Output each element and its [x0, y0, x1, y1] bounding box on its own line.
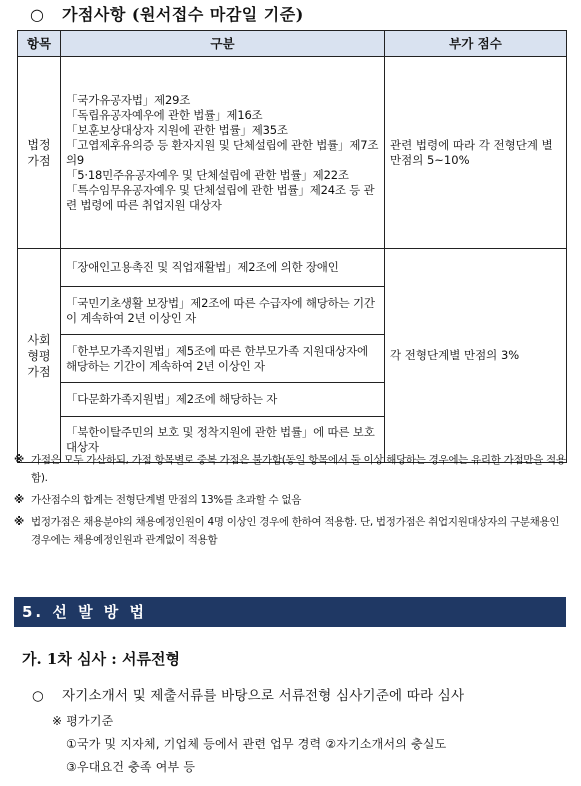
bonus-points-table: [17, 30, 567, 463]
bullet-line-text: 자기소개서 및 제출서류를 바탕으로 서류전형 심사기준에 따라 심사: [62, 688, 465, 704]
category-label: 가점: [27, 364, 51, 379]
law-item: 「보훈보상대상자 지원에 관한 법률」제35조: [66, 122, 288, 137]
criteria-line: ③우대요건 충족 여부 등: [66, 760, 196, 774]
note-text: 법정가점은 채용분야의 채용예정인원이 4명 이상인 경우에 한하여 적용함. 단, 법정가점은 취업지원대상자의 구분채용인 경우에는 채용예정인원과 관계없이 적용함: [31, 516, 560, 546]
law-item: 「독립유공자예우에 관한 법률」제16조: [66, 107, 263, 122]
legal-category-cell: [18, 57, 61, 249]
bullet-circle: ○: [30, 5, 45, 24]
subheading: 가. 1차 심사 : 서류전형: [22, 650, 181, 668]
note-mark: ※: [14, 454, 24, 466]
header-classification: 구분: [61, 31, 385, 57]
note-text: 가점은 모두 가산하되, 가점 항목별로 중복 가점은 불가함(동일 항목에서 둘 이상 해당하는 경우에는 유리한 가점만을 적용함).: [31, 454, 566, 484]
legal-score-cell: 관련 법령에 따라 각 전형단계 별 만점의 5~10%: [385, 57, 567, 249]
law-item: 「고엽제후유의증 등 환자지원 및 단체설립에 관한 법률」제7조의9: [66, 137, 379, 167]
criteria-line: ①국가 및 지자체, 기업체 등에서 관련 업무 경력 ②자기소개서의 충실도: [66, 737, 447, 751]
bullet-line: [32, 684, 464, 704]
note-mark: ※: [14, 494, 24, 506]
section-title-text: 가점사항 (원서접수 마감일 기준): [62, 5, 304, 24]
notes: [14, 451, 570, 553]
social-item: 「한부모가족지원법」제5조에 따른 한부모가족 지원대상자에 해당하는 기간이 계속하여 2년 이상인 자: [61, 335, 385, 383]
social-score-cell: 각 전형단계별 만점의 3%: [385, 249, 567, 463]
table-row-legal: [18, 57, 567, 249]
law-item: 「5·18민주유공자예우 및 단체설립에 관한 법률」제22조: [66, 167, 349, 182]
table-header-row: [18, 31, 567, 57]
note-item: [14, 513, 570, 549]
header-bonus-score: 부가 점수: [385, 31, 567, 57]
social-item: 「북한이탈주민의 보호 및 정착지원에 관한 법률」에 따른 보호대상자: [61, 417, 385, 463]
category-label: 형평: [27, 348, 51, 363]
note-text: 가산점수의 합계는 전형단계별 만점의 13%를 초과할 수 없음: [31, 494, 302, 506]
header-category: 항목: [18, 31, 61, 57]
social-item: 「국민기초생활 보장법」제2조에 따른 수급자에 해당하는 기간이 계속하여 2년 이상인 자: [61, 287, 385, 335]
social-item: 「다문화가족지원법」제2조에 해당하는 자: [61, 383, 385, 417]
category-label: 법정: [27, 137, 51, 152]
law-item: 「특수임무유공자예우 및 단체설립에 관한 법률」제24조 등 관련 법령에 따른 취업지원 대상자: [66, 182, 375, 212]
section-title: [30, 2, 304, 25]
category-label: 가점: [27, 153, 51, 168]
bullet-circle: ○: [32, 688, 44, 704]
law-item: 「국가유공자법」제29조: [66, 92, 191, 107]
social-item: 「장애인고용촉진 및 직업재활법」제2조에 의한 장애인: [61, 249, 385, 287]
section-banner: 5. 선 발 방 법: [14, 597, 566, 627]
legal-laws-cell: [61, 57, 385, 249]
note-item: [14, 451, 570, 487]
table-row-social: [18, 249, 567, 287]
note-item: [14, 491, 570, 509]
social-category-cell: [18, 249, 61, 463]
note-mark: ※: [14, 516, 24, 528]
criteria-label: ※ 평가기준: [52, 714, 114, 728]
category-label: 사회: [27, 332, 51, 347]
